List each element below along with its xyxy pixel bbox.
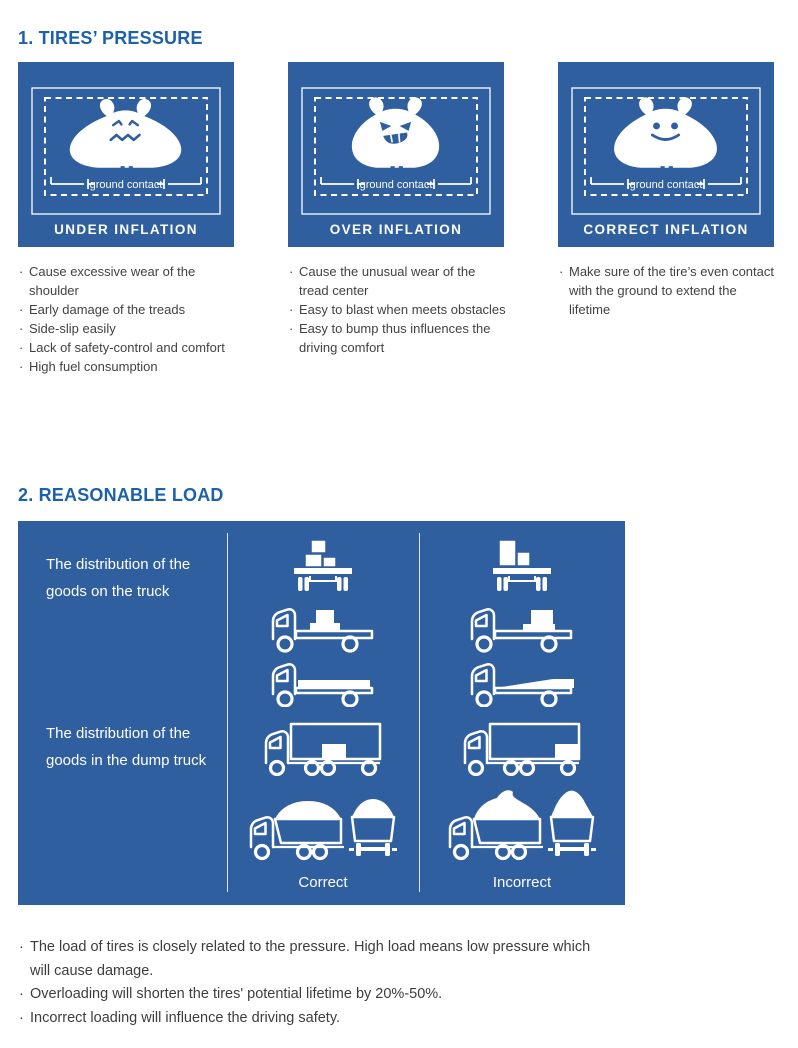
flatbed-sloped-load-icon [467,657,577,707]
over-inflated-tire-icon [301,87,491,215]
truck-boxes-at-rear-icon [467,597,577,653]
ground-contact-label: ground contact [629,179,703,191]
correct-column-label: Correct [298,874,348,891]
ground-contact-label: ground contact [359,179,433,191]
note-item: · Cause excessive wear of the shoulder [18,262,238,300]
semi-trailer-box-at-rear-icon [461,713,583,776]
divider-line [419,533,420,892]
note-item: · Early damage of the treads [18,300,238,319]
note-item: · Overloading will shorten the tires' potential lifetime by 20%-50%. [18,983,603,1007]
card-over-inflation [288,62,504,247]
under-inflated-tire-icon [31,87,221,215]
card-caption: OVER INFLATION [329,222,463,237]
rear-cart-offcenter-boxes-icon [490,535,554,593]
divider-line [227,533,228,892]
row-label-truck: The distribution of the goods on the truck [46,556,191,600]
note-item: · Incorrect loading will influence the driving safety. [18,1007,603,1031]
flatbed-even-load-icon [268,657,378,707]
semi-trailer-box-centered-icon [262,713,384,776]
over-inflation-notes [288,262,508,376]
correct-inflated-tire-icon [571,87,761,215]
dump-truck-even-mound-icon [248,785,398,863]
load-distribution-panel [18,521,625,905]
card-caption: UNDER INFLATION [54,222,198,237]
note-item: · High fuel consumption [18,357,238,376]
note-item: · Side-slip easily [18,319,238,338]
inflation-notes-row [18,262,778,376]
under-inflation-notes [18,262,238,376]
note-item: · Easy to blast when meets obstacles [288,300,508,319]
note-item: · Lack of safety-control and comfort [18,338,238,357]
section1-heading: 1. TIRES’ PRESSURE [18,28,203,48]
correct-inflation-notes [558,262,778,376]
rear-cart-centered-boxes-icon [291,535,355,593]
row-label-dump-truck: The distribution of the goods in the dump truck [46,725,207,769]
note-item: · Make sure of the tire’s even contact with the ground to extend the lifetime [558,262,778,319]
note-item: · Cause the unusual wear of the tread center [288,262,508,300]
card-caption: CORRECT INFLATION [583,222,749,237]
card-under-inflation [18,62,234,247]
ground-contact-label: ground contact [89,179,163,191]
incorrect-column-label: Incorrect [492,874,552,891]
truck-boxes-centered-icon [268,597,378,653]
note-item: · The load of tires is closely related to the pressure. High load means low pressure which will cause damage. [18,936,603,983]
dump-truck-lopsided-mound-icon [447,785,597,863]
inflation-cards-row [18,62,774,247]
card-correct-inflation [558,62,774,247]
note-item: · Easy to bump thus influences the driving comfort [288,319,508,357]
load-notes-list [18,936,603,1030]
section2-heading: 2. REASONABLE LOAD [18,485,224,505]
